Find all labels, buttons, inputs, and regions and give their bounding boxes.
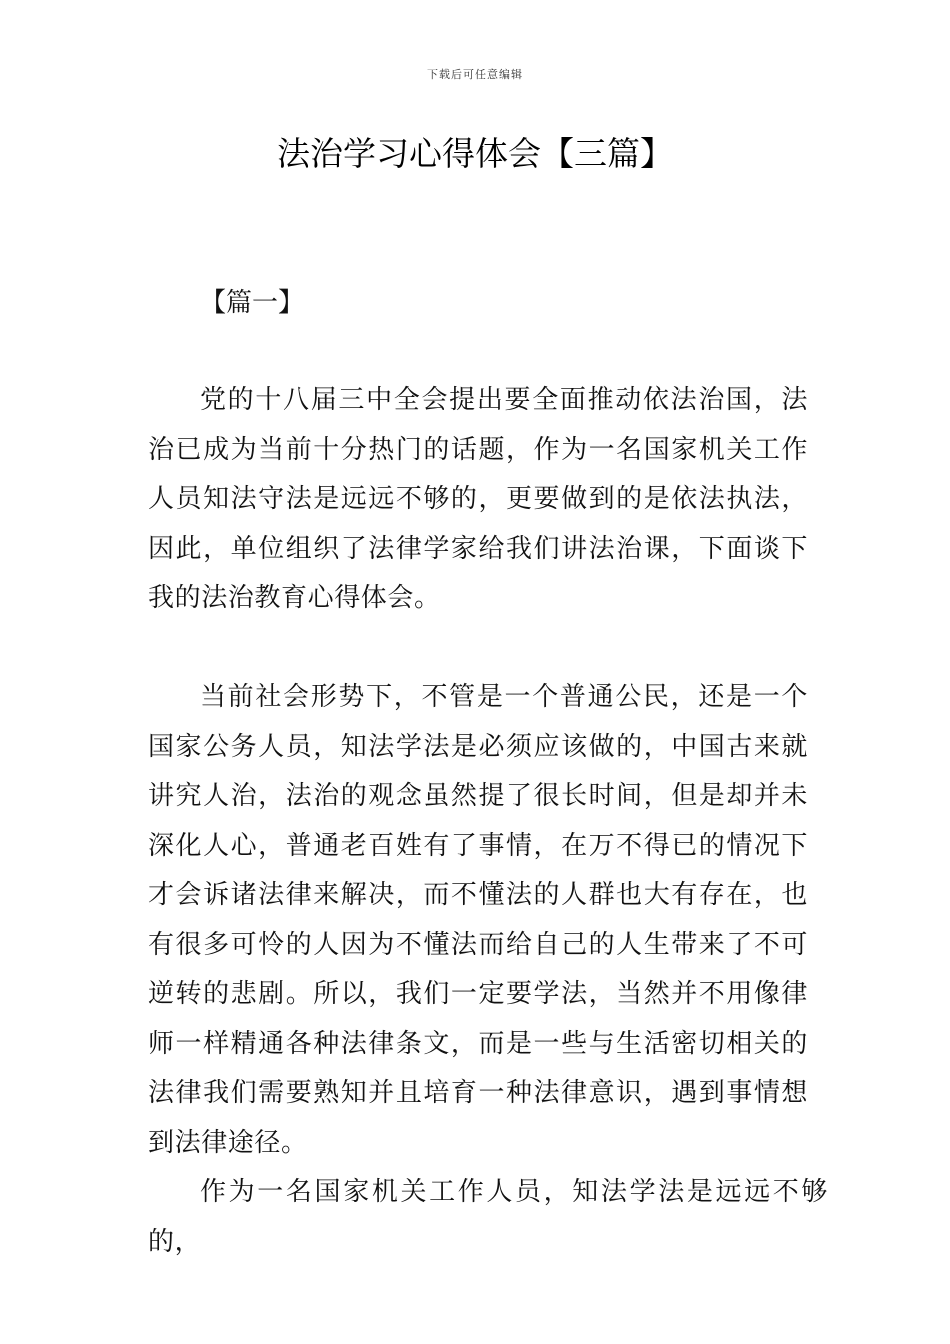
document-title: 法治学习心得体会【三篇】 xyxy=(277,134,673,173)
section-heading: 【篇一】 xyxy=(200,288,305,318)
header-note: 下载后可任意编辑 xyxy=(427,68,523,81)
body-paragraph: 党的十八届三中全会提出要全面推动依法治国，法治已成为当前十分热门的话题，作为一名国家机关工作人员知法守法是远远不够的，更要做到的是依法执法，因此，单位组织了法律学家给我们讲法治课，下面谈下我的法治教育心得体会。 xyxy=(148,385,808,613)
body-paragraph: 作为一名国家机关工作人员，知法学法是远远不够的， xyxy=(148,1177,828,1257)
body-paragraph: 当前社会形势下，不管是一个普通公民，还是一个国家公务人员，知法学法是必须应该做的，中国古来就讲究人治，法治的观念虽然提了很长时间，但是却并未深化人心，普通老百姓有了事情，在万不得已的情况下才会诉诸法律来解决，而不懂法的人群也大有存在，也有很多可怜的人因为不懂法而给自己的人生带来了不可逆转的悲剧。所以，我们一定要学法，当然并不用像律师一样精通各种法律条文，而是一些与生活密切相关的法律我们需要熟知并且培育一种法律意识，遇到事情想到法律途径。 xyxy=(148,682,808,1158)
